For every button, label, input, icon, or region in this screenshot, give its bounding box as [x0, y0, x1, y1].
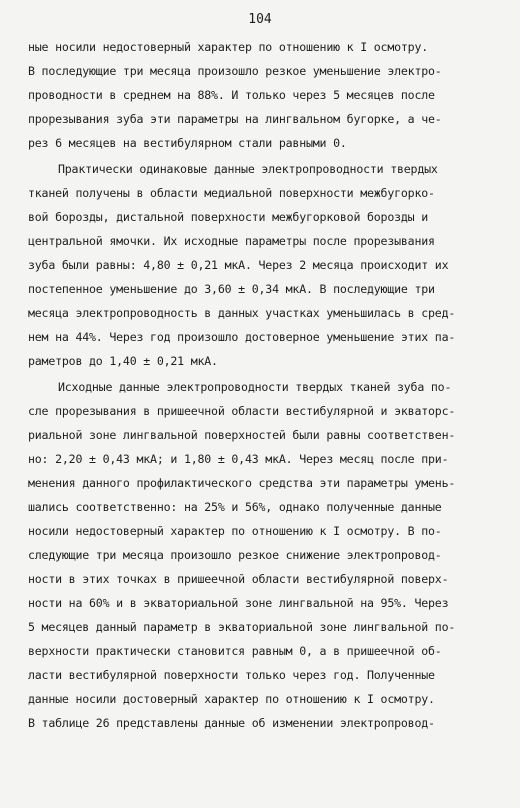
text-line: ные носили недостоверный характер по отношению к I осмотру.: [28, 40, 429, 54]
text-line: ности на 60% и в экваториальной зоне лингвальной на 95%. Через: [28, 596, 449, 610]
text-line: следующие три месяца произошло резкое снижение электропровод-: [28, 548, 442, 562]
paragraph-first-line: Практически одинаковые данные электропроводности твердых: [58, 162, 438, 176]
text-line: зуба были равны: 4,80 ± 0,21 мкА. Через 2 месяца происходит их: [28, 258, 449, 272]
text-line: данные носили достоверный характер по отношению к I осмотру.: [28, 692, 435, 706]
text-line: риальной зоне лингвальной поверхностей были равны соответствен-: [28, 428, 456, 442]
text-line: нем на 44%. Через год произошло достоверное уменьшение этих па-: [28, 330, 456, 344]
text-line: раметров до 1,40 ± 0,21 мкА.: [28, 354, 218, 368]
text-line: но: 2,20 ± 0,43 мкА; и 1,80 ± 0,43 мкА. Через месяц после при-: [28, 452, 449, 466]
text-line: сле прорезывания в пришеечной области вестибулярной и экваторс-: [28, 404, 456, 418]
text-line: верхности практически становится равным 0, а в пришеечной об-: [28, 644, 442, 658]
text-line: шались соответственно: на 25% и 56%, однако полученные данные: [28, 500, 442, 514]
text-line: 5 месяцев данный параметр в экваториальной зоне лингвальной по-: [28, 620, 456, 634]
text-line: постепенное уменьшение до 3,60 ± 0,34 мкА. В последующие три: [28, 282, 435, 296]
text-line: проводности в среднем на 88%. И только через 5 месяцев после: [28, 88, 435, 102]
text-line: рез 6 месяцев на вестибулярном стали равными 0.: [28, 136, 347, 150]
paragraph-first-line: Исходные данные электропроводности твердых тканей зуба по-: [58, 380, 452, 394]
text-line: центральной ямочки. Их исходные параметры после прорезывания: [28, 234, 435, 248]
text-line: тканей получены в области медиальной поверхности межбугорко-: [28, 186, 435, 200]
text-line: ности в этих точках в пришеечной области вестибулярной поверх-: [28, 572, 449, 586]
text-line: месяца электропроводность в данных участках уменьшилась в сред-: [28, 306, 456, 320]
text-line: В таблице 26 представлены данные об изменении электропровод-: [28, 716, 435, 730]
text-line: В последующие три месяца произошло резкое уменьшение электро-: [28, 64, 442, 78]
text-line: прорезывания зуба эти параметры на лингвальном бугорке, а че-: [28, 112, 442, 126]
text-line: менения данного профилактического средства эти параметры умень-: [28, 476, 456, 490]
page-number: 104: [248, 12, 272, 27]
text-line: вой борозды, дистальной поверхности межбугорковой борозды и: [28, 210, 429, 224]
text-line: ласти вестибулярной поверхности только через год. Полученные: [28, 668, 435, 682]
text-line: носили недостоверный характер по отношению к I осмотру. В по-: [28, 524, 442, 538]
